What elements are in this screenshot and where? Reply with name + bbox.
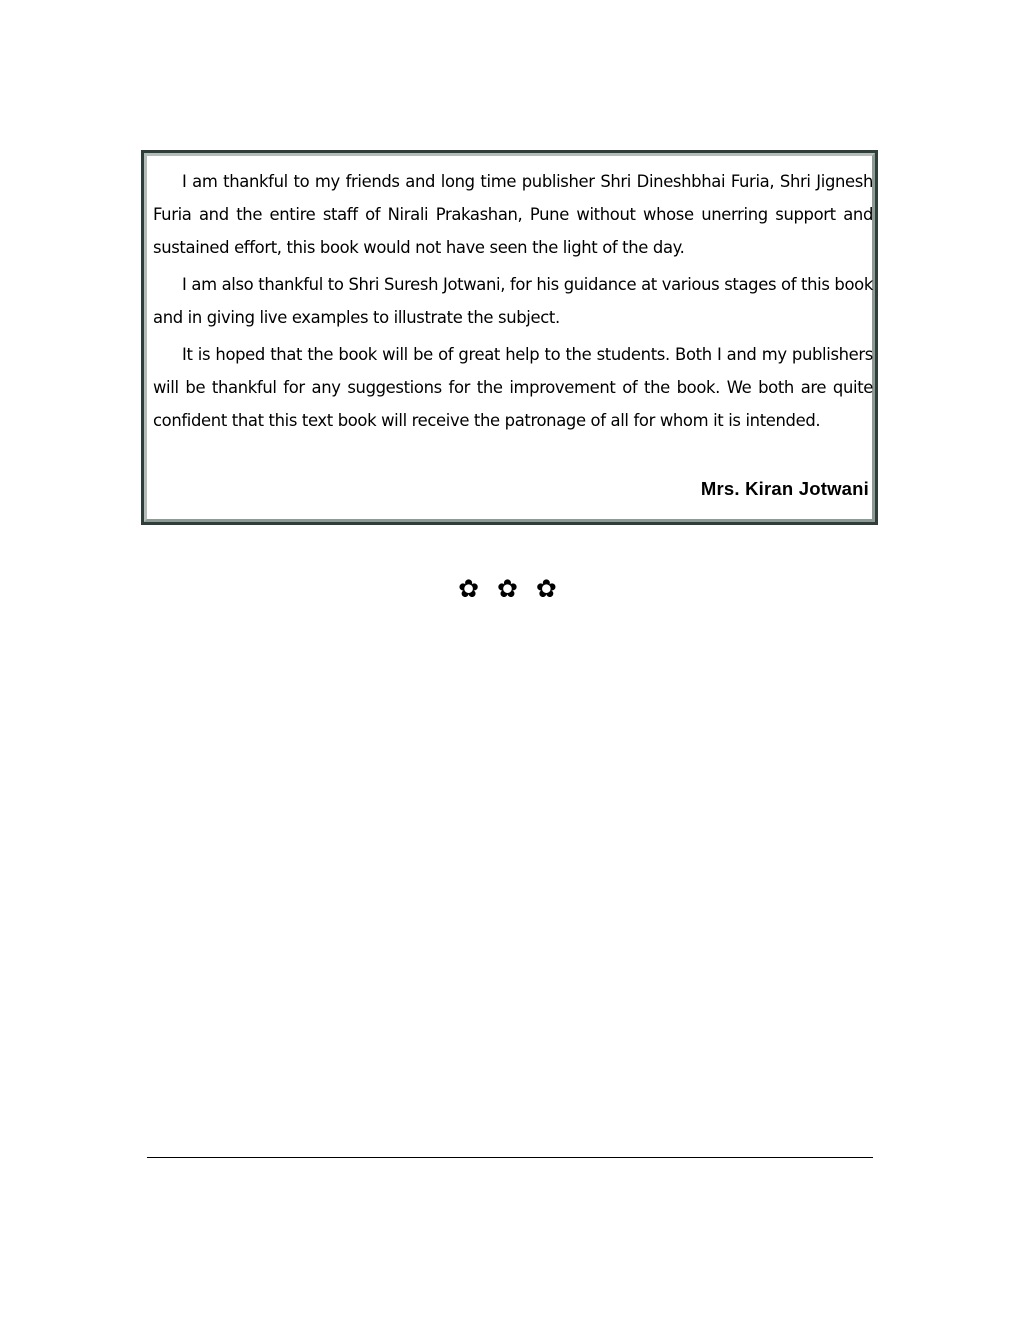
preface-content: [153, 165, 873, 441]
preface-paragraph-2: I am also thankful to Shri Suresh Jotwani, for his guidance at various stages of this book and in giving live examples to illustrate the subject.: [153, 275, 873, 327]
footer-rule: [147, 1157, 873, 1158]
flower-icon: ✿ ✿ ✿: [458, 574, 562, 603]
preface-box: [141, 150, 878, 525]
preface-paragraph-3: It is hoped that the book will be of great help to the students. Both I and my publishers will be thankful for any suggestions for the improvement of the book. We both are quite confident that this text book will receive the patronage of all for whom it is intended.: [153, 345, 873, 430]
author-signature: Mrs. Kiran Jotwani: [700, 478, 869, 499]
preface-paragraph-1: I am thankful to my friends and long time publisher Shri Dineshbhai Furia, Shri Jignesh Furia and the entire staff of Nirali Prakashan, Pune without whose unerring support and sustained effort, this book would not have seen the light of the day.: [153, 172, 873, 257]
